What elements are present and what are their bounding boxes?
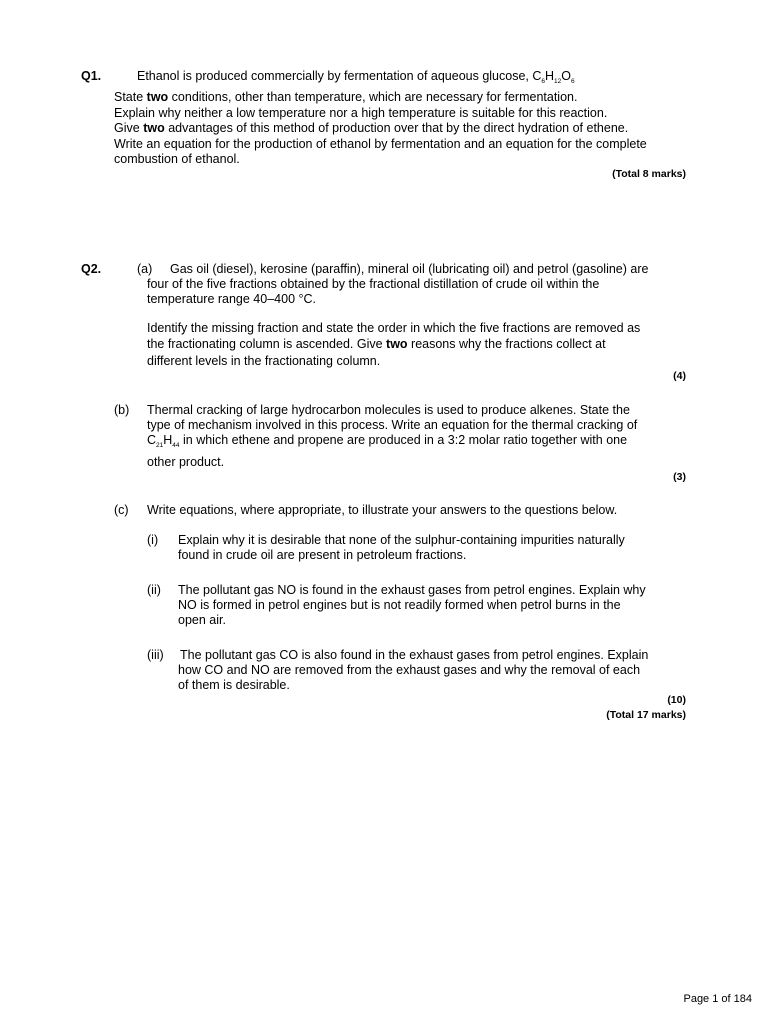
- q2-a-p2-line3: different levels in the fractionating column.: [147, 354, 381, 368]
- alkane-c: C: [147, 433, 157, 447]
- q1-intro-text: Ethanol is produced commercially by fermentation of aqueous glucose, C: [137, 69, 542, 83]
- glucose-h: H: [545, 69, 555, 83]
- q2-a-p2-line1: Identify the missing fraction and state the order in which the five fractions are removed as: [147, 321, 641, 335]
- q2-c-i-line2: found in crude oil are present in petroleum fractions.: [178, 548, 467, 562]
- q2-b-line3: [147, 433, 627, 449]
- q2-c-intro: Write equations, where appropriate, to illustrate your answers to the questions below.: [147, 503, 618, 517]
- alkane-subscript-c: 21: [156, 442, 164, 449]
- q1-line-give: [114, 121, 628, 137]
- glucose-subscript-c: 6: [541, 78, 546, 85]
- q1-line-state-pre: State: [114, 90, 147, 104]
- q2-c-ii-line2: NO is formed in petrol engines but is not readily formed when petrol burns in the: [178, 598, 621, 612]
- q1-line-explain: Explain why neither a low temperature nor a high temperature is suitable for this reaction.: [114, 106, 608, 120]
- q2-c-ii-line1: The pollutant gas NO is found in the exhaust gases from petrol engines. Explain why: [178, 583, 646, 597]
- q2-part-b-label: (b): [114, 403, 130, 417]
- q1-line-state: [114, 90, 577, 106]
- q2-c-iii-label: (iii): [147, 648, 164, 662]
- question-number-q1: Q1.: [81, 69, 102, 83]
- page-number: Page 1 of 184: [683, 993, 752, 1005]
- q2-b-marks: (3): [673, 471, 686, 483]
- q1-total-marks: (Total 8 marks): [612, 168, 686, 180]
- q2-c-i-label: (i): [147, 533, 159, 547]
- q1-line-give-post: advantages of this method of production over that by the direct hydration of ethene.: [164, 121, 629, 135]
- q2-a-p1-line3: temperature range 40–400 °C.: [147, 292, 316, 306]
- q2-a-p1-line1: Gas oil (diesel), kerosine (paraffin), mineral oil (lubricating oil) and petrol (gasoline) are: [170, 262, 649, 276]
- q1-line-give-pre: Give: [114, 121, 144, 135]
- q2-b-line4: other product.: [147, 455, 225, 469]
- q1-line-give-bold: two: [143, 121, 165, 135]
- q1-intro: [137, 69, 575, 85]
- q2-part-a-label: (a): [137, 262, 153, 276]
- q2-a-p2-line2-pre: the fractionating column is ascended. Give: [147, 337, 387, 351]
- q1-line-state-bold: two: [146, 90, 169, 104]
- q2-a-p1-line2: four of the five fractions obtained by the fractional distillation of crude oil within the: [147, 277, 600, 291]
- q1-line-write: Write an equation for the production of ethanol by fermentation and an equation for the complete: [114, 137, 647, 151]
- glucose-o: O: [561, 69, 572, 83]
- question-number-q2: Q2.: [81, 262, 102, 276]
- q2-total-marks: (Total 17 marks): [606, 709, 686, 721]
- q2-c-ii-label: (ii): [147, 583, 161, 597]
- alkane-h: H: [163, 433, 173, 447]
- q2-c-iii-line3: of them is desirable.: [178, 678, 290, 692]
- q1-line-state-post: conditions, other than temperature, which are necessary for fermentation.: [168, 90, 578, 104]
- q2-b-line1: Thermal cracking of large hydrocarbon molecules is used to produce alkenes. State the: [147, 403, 630, 417]
- q2-a-p2-line2-post: reasons why the fractions collect at: [407, 337, 606, 351]
- q2-a-marks: (4): [673, 370, 686, 382]
- glucose-subscript-o: 6: [571, 78, 575, 85]
- q2-c-ii-line3: open air.: [178, 613, 226, 627]
- q2-c-iii-line1: The pollutant gas CO is also found in the exhaust gases from petrol engines. Explain: [180, 648, 649, 662]
- q2-b-line2: type of mechanism involved in this process. Write an equation for the thermal cracking of: [147, 418, 638, 432]
- alkane-subscript-h: 44: [172, 442, 180, 449]
- q1-line-combustion: combustion of ethanol.: [114, 152, 240, 166]
- q2-part-c-label: (c): [114, 503, 129, 517]
- q2-b-line3-post: in which ethene and propene are produced in a 3:2 molar ratio together with one: [179, 433, 628, 447]
- glucose-subscript-h: 12: [554, 78, 562, 85]
- q2-c-i-line1: Explain why it is desirable that none of the sulphur-containing impurities naturally: [178, 533, 625, 547]
- q2-a-p2-line2: [147, 337, 606, 353]
- q2-c-marks: (10): [667, 694, 686, 706]
- q2-c-iii-line2: how CO and NO are removed from the exhaust gases and why the removal of each: [178, 663, 641, 677]
- q2-a-p2-line2-bold: two: [386, 337, 408, 351]
